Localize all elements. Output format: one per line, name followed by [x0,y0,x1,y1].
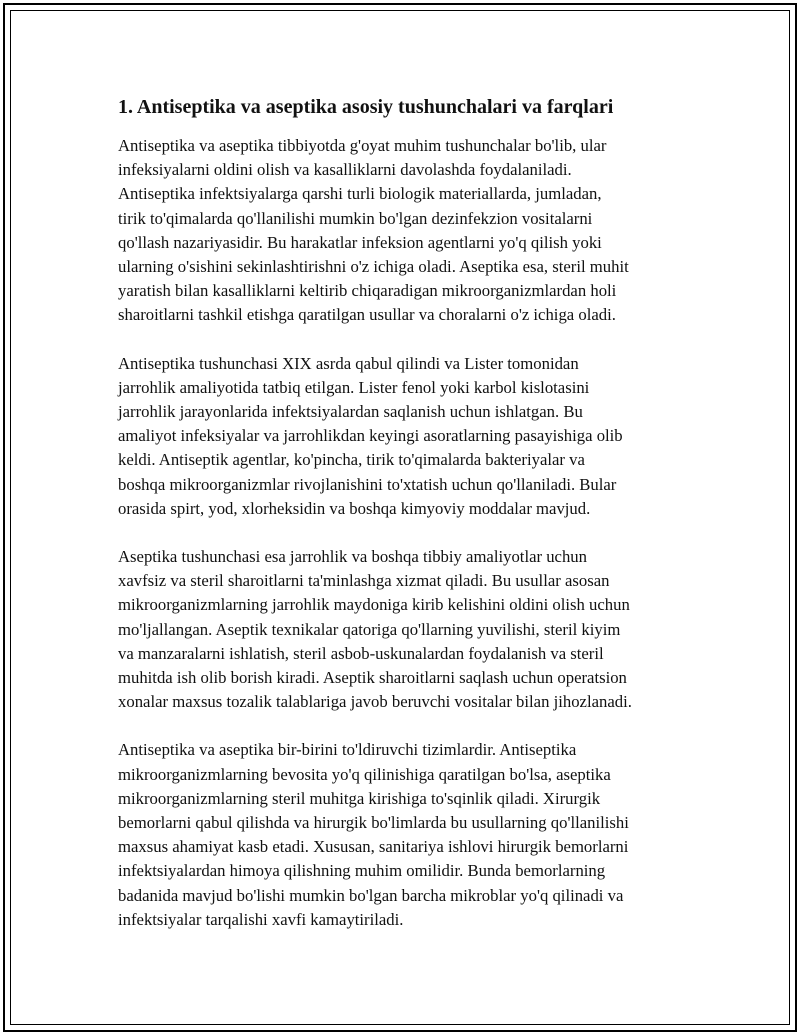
paragraph-3 [118,545,708,714]
text-line: qo'llash nazariyasidir. Bu harakatlar infeksion agentlarni yo'q qilish yoki [118,232,602,252]
paragraph-2 [118,352,708,521]
text-line: jarrohlik jarayonlarida infektsiyalardan saqlanish uchun ishlatgan. Bu [118,402,583,422]
text-line: bemorlarni qabul qilishda va hirurgik bo'limlarda bu usullarning qo'llanilishi [118,813,629,833]
paragraph-1 [118,134,708,328]
text-line: mikroorganizmlarning steril muhitga kirishiga to'sqinlik qiladi. Xirurgik [118,788,601,808]
text-line: Antiseptika va aseptika bir-birini to'ldiruvchi tizimlardir. Antiseptika [118,740,577,760]
text-line: Aseptika tushunchasi esa jarrohlik va boshqa tibbiy amaliyotlar uchun [118,547,587,567]
text-line: xonalar maxsus tozalik talablariga javob beruvchi vositalar bilan jihozlanadi. [118,692,632,712]
text-line: jarrohlik amaliyotida tatbiq etilgan. Lister fenol yoki karbol kislotasini [118,377,590,397]
text-line: infektsiyalardan himoya qilishning muhim omilidir. Bunda bemorlarning [118,861,606,881]
text-line: tirik to'qimalarda qo'llanilishi mumkin bo'lgan dezinfekzion vositalarni [118,208,593,228]
text-line: infektsiyalar tarqalishi xavfi kamaytiriladi. [118,909,404,929]
text-line: xavfsiz va steril sharoitlarni ta'minlashga xizmat qiladi. Bu usullar asosan [118,571,610,591]
document-body [118,94,708,956]
paragraph-4 [118,738,708,932]
text-line: badanida mavjud bo'lishi mumkin bo'lgan barcha mikroblar yo'q qilinadi va [118,885,624,905]
text-line: sharoitlarni tashkil etishga qaratilgan usullar va choralarni o'z ichiga oladi. [118,305,616,325]
text-line: yaratish bilan kasalliklarni keltirib chiqaradigan mikroorganizmlardan holi [118,281,617,301]
section-heading: 1. Antiseptika va aseptika asosiy tushunchalari va farqlari [118,96,614,118]
text-line: Antiseptika va aseptika tibbiyotda g'oyat muhim tushunchalar bo'lib, ular [118,136,607,155]
text-line: Antiseptika tushunchasi XIX asrda qabul qilindi va Lister tomonidan [118,353,579,373]
text-line: orasida spirt, yod, xlorheksidin va boshqa kimyoviy moddalar mavjud. [118,498,591,518]
text-line: keldi. Antiseptik agentlar, ko'pincha, tirik to'qimalarda bakteriyalar va [118,450,585,470]
text-line: va manzaralarni ishlatish, steril asbob-uskunalardan foydalanish va steril [118,643,604,663]
text-line: boshqa mikroorganizmlar rivojlanishini to'xtatish uchun qo'llaniladi. Bular [118,474,617,494]
text-line: maxsus ahamiyat kasb etadi. Xususan, sanitariya ishlovi hirurgik bemorlarni [118,837,629,857]
text-line: mikroorganizmlarning bevosita yo'q qilinishiga qaratilgan bo'lsa, aseptika [118,764,611,784]
text-line: ularning o'sishini sekinlashtirishni o'z ichiga oladi. Aseptika esa, steril muhit [118,257,629,277]
text-line: mikroorganizmlarning jarrohlik maydoniga kirib kelishini oldini olish uchun [118,595,630,615]
text-line: amaliyot infeksiyalar va jarrohlikdan keyingi asoratlarning pasayishiga olib [118,426,623,446]
text-line: mo'ljallangan. Aseptik texnikalar qatoriga qo'llarning yuvilishi, steril kiyim [118,619,621,639]
text-line: Antiseptika infektsiyalarga qarshi turli biologik materiallarda, jumladan, [118,184,602,204]
text-line: muhitda ish olib borish kiradi. Aseptik sharoitlarni saqlash uchun operatsion [118,668,627,688]
text-line: infeksiyalarni oldini olish va kasalliklarni davolashda foydalaniladi. [118,160,572,180]
